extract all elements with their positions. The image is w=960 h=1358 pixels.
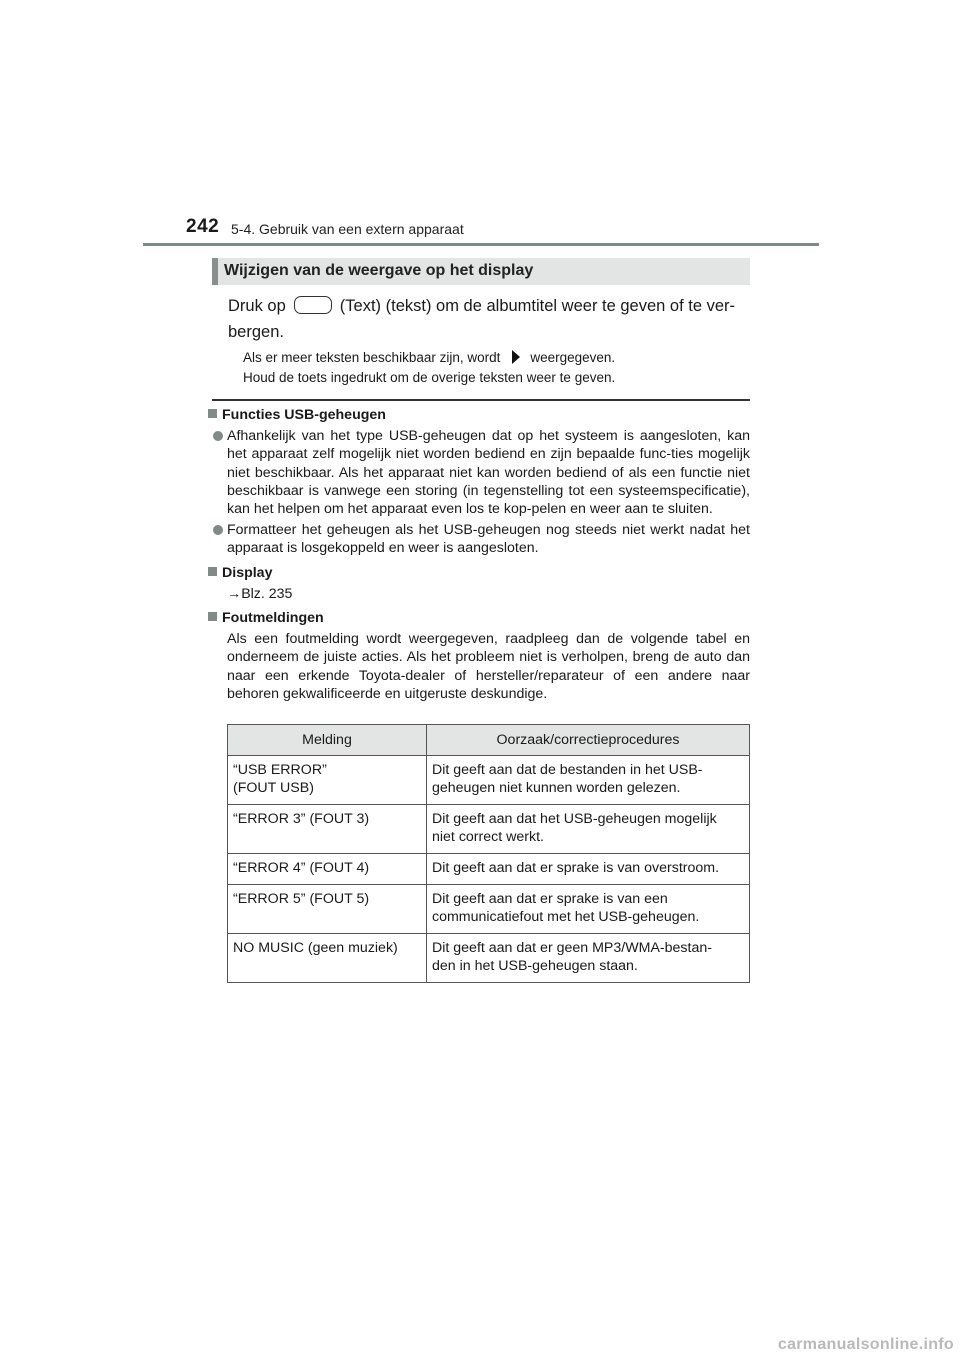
intro-paragraph [228,293,750,345]
table-header-row [228,725,750,756]
column-header-melding: Melding [228,725,427,756]
note-text-before: Als er meer teksten beschikbaar zijn, wordt [243,350,501,365]
message-cell: “ERROR 3” (FOUT 3) [228,805,427,854]
square-bullet-icon [208,409,217,418]
column-header-oorzaak: Oorzaak/correctieprocedures [427,725,750,756]
circle-bullet-icon [213,525,223,535]
errors-heading [208,609,750,627]
section-accent [212,258,218,285]
section-header [212,258,750,285]
table-row [228,854,750,885]
errors-paragraph: Als een foutmelding wordt weergegeven, raadpleeg dan de volgende tabel en onderneem de juiste acties. Als het probleem niet is verholpen, breng de auto dan naar een erkende Toyota-dealer of hersteller/reparateur of een andere naar behoren gekwalificeerde en uitgeruste deskundige. [227,631,750,702]
list-item-text: Afhankelijk van het type USB-geheugen dat op het systeem is aangesloten, kan het apparaat zelf mogelijk niet worden bediend en zijn bepaalde func-ties mogelijk niet beschikbaar. Als het apparaat niet kan worden bediend of als een functie niet beschikbaar is vanwege een storing (in tegenstelling tot een systeemspecificatie), kan het helpen om het apparaat even los te kop-pelen en weer aan te sluiten. [227,428,750,518]
table-row [228,805,750,854]
square-bullet-icon [208,612,217,621]
usb-heading-text: Functies USB-geheugen [222,407,386,423]
table-row [228,934,750,983]
message-cell: NO MUSIC (geen muziek) [228,934,427,983]
list-item [213,521,750,557]
message-cell: “USB ERROR” (FOUT USB) [228,756,427,805]
cause-cell: Dit geeft aan dat de bestanden in het USB- geheugen niet kunnen worden gelezen. [427,756,750,805]
table-row [228,756,750,805]
cause-cell: Dit geeft aan dat er geen MP3/WMA-bestan- den in het USB-geheugen staan. [427,934,750,983]
cause-cell: Dit geeft aan dat er sprake is van een communicatiefout met het USB-geheugen. [427,885,750,934]
section-title: Wijzigen van de weergave op het display [224,262,534,279]
note [243,348,743,388]
cause-cell: Dit geeft aan dat het USB-geheugen mogelijk niet correct werkt. [427,805,750,854]
table-row [228,885,750,934]
usb-heading [208,406,750,424]
square-bullet-icon [208,567,217,576]
content [208,406,750,703]
page-reference: →Blz. 235 [227,585,293,602]
circle-bullet-icon [213,431,223,441]
errors-heading-text: Foutmeldingen [222,610,324,627]
message-cell: “ERROR 5” (FOUT 5) [228,885,427,934]
list-item-text: Formatteer het geheugen als het USB-geheugen nog steeds niet werkt nadat het apparaat is losgekoppeld en weer is aangesloten. [227,522,750,557]
intro-text-before: Druk op [228,297,286,315]
note-text-after: weergegeven. [530,350,616,365]
note-line-1 [243,348,743,368]
list-item [213,427,750,518]
error-table [227,724,750,983]
display-heading-text: Display [222,564,273,581]
section-divider [212,399,750,401]
chapter-title: 5-4. Gebruik van een extern apparaat [231,221,464,237]
page-number: 242 [186,216,220,237]
text-button-icon [294,296,332,314]
message-cell: “ERROR 4” (FOUT 4) [228,854,427,885]
watermark: carmanualsonline.info [777,1336,954,1353]
intro-text-after: (Text) (tekst) om de albumtitel weer te geven of te ver-bergen. [228,297,736,341]
display-heading [208,564,750,582]
header-divider [143,243,819,246]
note-line-2: Houd de toets ingedrukt om de overige teksten weer te geven. [243,370,616,385]
play-triangle-icon [512,350,520,364]
cause-cell: Dit geeft aan dat er sprake is van overstroom. [427,854,750,885]
